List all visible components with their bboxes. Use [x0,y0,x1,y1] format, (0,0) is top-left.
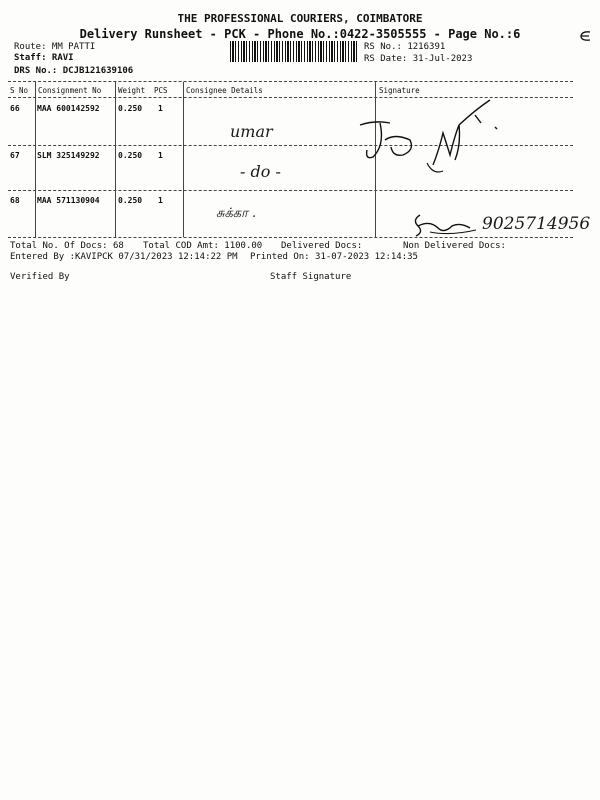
table-bottom-rule [8,237,573,238]
row-sno: 67 [10,151,20,160]
total-cod: Total COD Amt: 1100.00 [143,241,263,251]
handwritten-ditto-row67: - do - [240,162,281,181]
row-weight: 0.250 [118,151,143,160]
column-header-consignment: Consignment No [38,86,102,95]
handwritten-signature [410,210,480,240]
row-weight: 0.250 [118,196,143,205]
handwritten-signature [355,95,505,180]
staff-label: Staff: RAVI [14,53,74,63]
drs-number: DRS No.: DCJB121639106 [14,66,134,76]
printed-on: Printed On: 31-07-2023 12:14:35 [250,252,418,262]
row-pcs: 1 [158,196,163,205]
rs-date: RS Date: 31-Jul-2023 [364,54,473,64]
staff-signature-label: Staff Signature [270,272,352,282]
row-pcs: 1 [158,151,163,160]
row-pcs: 1 [158,104,163,113]
handwritten-phone: 9025714956 [482,214,591,234]
rs-number: RS No.: 1216391 [364,42,446,52]
column-header-signature: Signature [379,86,420,95]
route-label: Route: MM PATTI [14,42,96,52]
column-rule [35,82,36,237]
table-top-rule [8,81,573,82]
column-header-sno: S No [10,86,29,95]
company-name: THE PROFESSIONAL COURIERS, COIMBATORE [177,12,423,25]
row-weight: 0.250 [118,104,143,113]
runsheet-title: Delivery Runsheet - PCK - Phone No.:0422-3505555 - Page No.:6 [79,27,521,41]
column-rule [115,82,116,237]
corner-mark [578,30,596,42]
row-divider [8,190,573,191]
entered-by: Entered By :KAVIPCK 07/31/2023 12:14:22 PM [10,252,238,262]
column-rule [183,82,184,237]
row-consignment-no: MAA 600142592 [37,104,100,113]
row-sno: 66 [10,104,20,113]
delivered-docs: Delivered Docs: [281,241,363,251]
row-sno: 68 [10,196,20,205]
column-header-consignee: Consignee Details [186,86,263,95]
non-delivered-docs: Non Delivered Docs: [403,241,506,251]
column-header-weight: Weight [118,86,146,95]
column-header-pcs: PCS [154,86,168,95]
handwritten-name-row68: சுக்கா . [216,206,257,221]
handwritten-name-row66: umar [230,122,273,141]
barcode [230,41,358,62]
verified-by-label: Verified By [10,272,70,282]
row-consignment-no: MAA 571130904 [37,196,100,205]
total-docs: Total No. Of Docs: 68 [10,241,124,251]
row-consignment-no: SLM 325149292 [37,151,100,160]
